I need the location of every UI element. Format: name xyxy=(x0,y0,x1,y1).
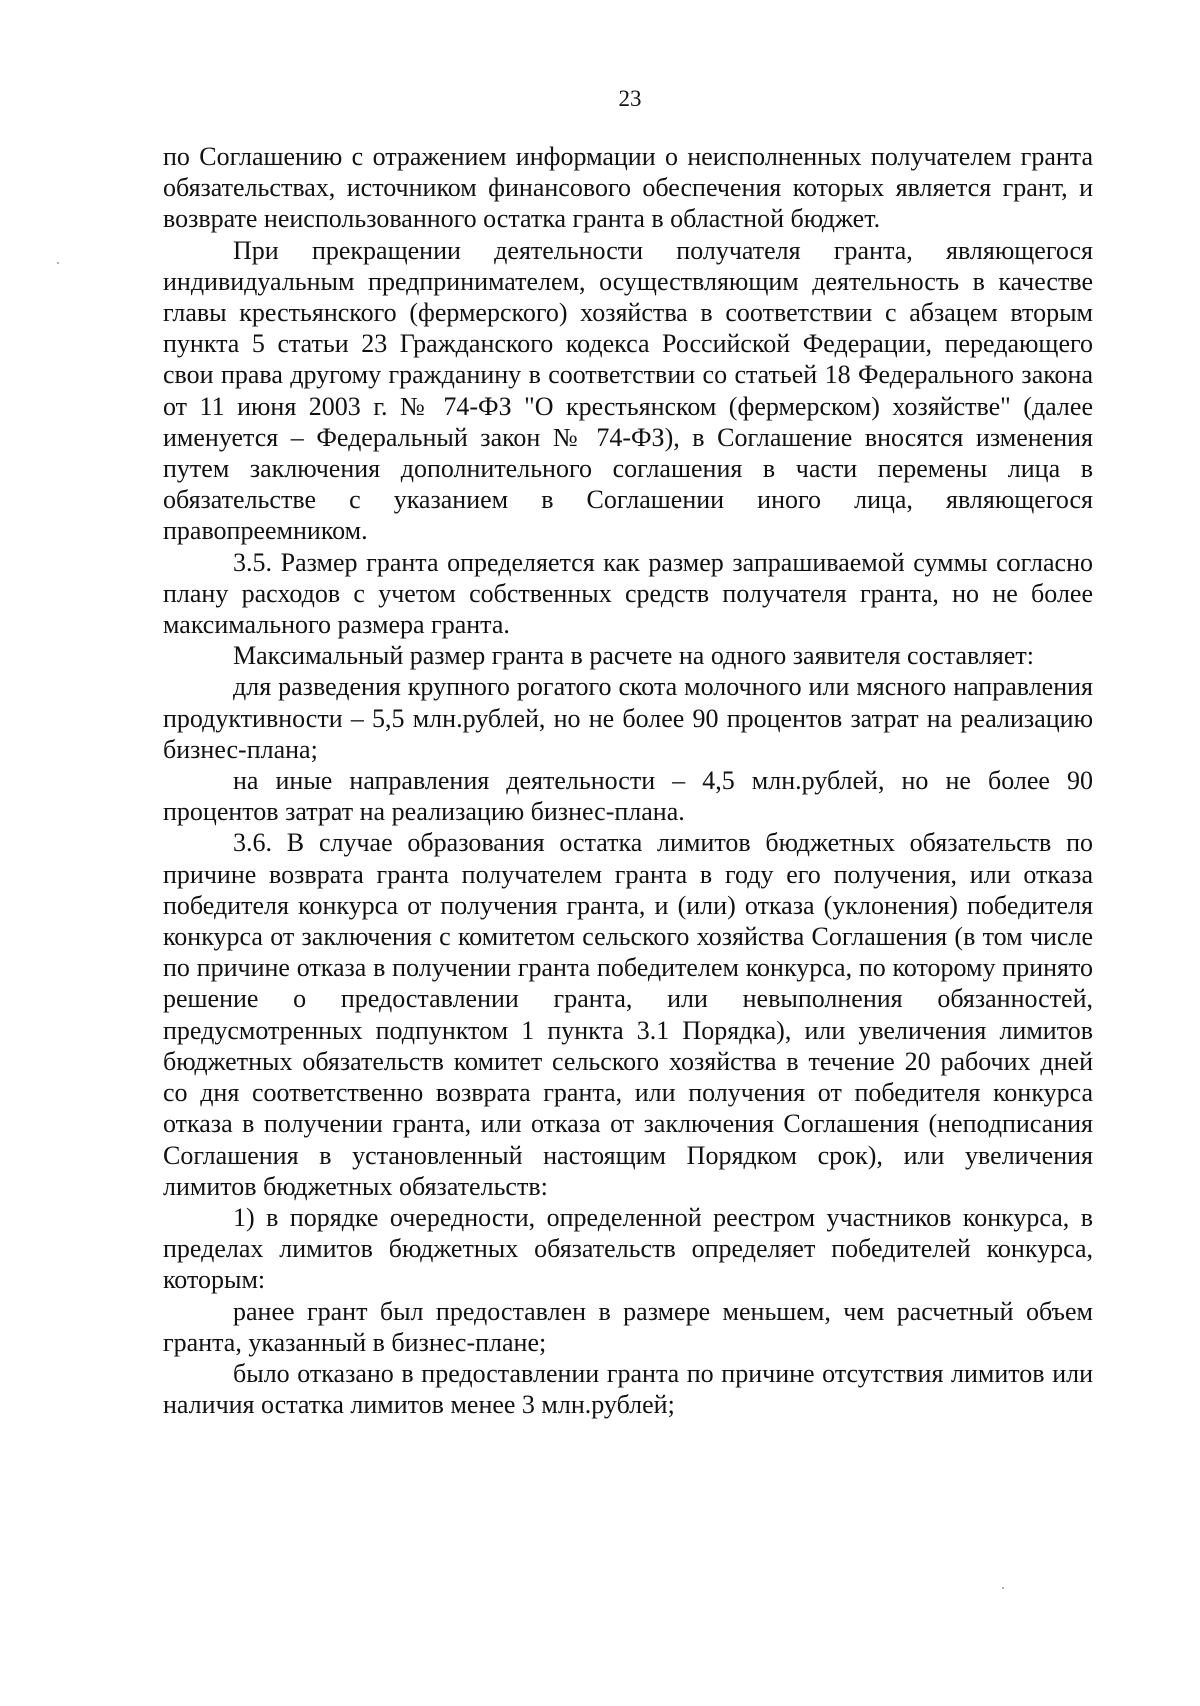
paragraph-3-6-budget-remainder: 3.6. В случае образования остатка лимитов бюджетных обязательств по причине возврата гранта получателем гранта в году его получения, или отказа победителя конкурса от получения гранта, и (или) отказа (уклонения) победителя конкурса от заключения с комитетом сельского хозяйства Соглашения (в том числе по причине отказа в получении гранта победителем конкурса, по которому принято решение о предоставлении гранта, или невыполнения обязанностей, предусмотренных подпунктом 1 пункта 3.1 Порядка), или увеличения лимитов бюджетных обязательств комитет сельского хозяйства в течение 20 рабочих дней со дня соответственно возврата гранта, или получения от победителя конкурса отказа в получении гранта, или отказа от заключения Соглашения (неподписания Соглашения в установленный настоящим Порядком срок), или увеличения лимитов бюджетных обязательств: xyxy=(163,828,1093,1201)
scan-speck xyxy=(1002,1587,1004,1589)
paragraph-other-activities: на иные направления деятельности – 4,5 млн.рублей, но не более 90 процентов затрат на реализацию бизнес-плана. xyxy=(163,766,1093,827)
paragraph-cattle-breeding: для разведения крупного рогатого скота молочного или мясного направления продуктивности – 5,5 млн.рублей, но не более 90 процентов затрат на реализацию бизнес-плана; xyxy=(163,672,1093,764)
paragraph-3-5-grant-size: 3.5. Размер гранта определяется как размер запрашиваемой суммы согласно плану расходов с учетом собственных средств получателя гранта, но не более максимального размера гранта. xyxy=(163,547,1093,640)
paragraph-agreement-report: по Соглашению с отражением информации о неисполненных получателем гранта обязательствах, источником финансового обеспечения которых является грант, и возврате неиспользованного остатка гранта в областной бюджет. xyxy=(163,142,1093,234)
paragraph-termination-activity: При прекращении деятельности получателя гранта, являющегося индивидуальным предпринимателем, осуществляющим деятельность в качестве главы крестьянского (фермерского) хозяйства в соответствии с абзацем вторым пункта 5 статьи 23 Гражданского кодекса Российской Федерации, передающего свои права другому гражданину в соответствии со статьей 18 Федерального закона от 11 июня 2003 г. № 74-ФЗ "О крестьянском (фермерском) хозяйстве" (далее именуется – Федеральный закон № 74-ФЗ), в Соглашение вносятся изменения путем заключения дополнительного соглашения в части перемены лица в обязательстве с указанием в Соглашении иного лица, являющегося правопреемником. xyxy=(163,235,1093,546)
scan-speck xyxy=(57,262,59,264)
paragraph-grant-refused-limits: было отказано в предоставлении гранта по причине отсутствия лимитов или наличия остатка лимитов менее 3 млн.рублей; xyxy=(163,1358,1093,1420)
paragraph-item-1-queue-order: 1) в порядке очередности, определенной реестром участников конкурса, в пределах лимитов бюджетных обязательств определяет победителей конкурса, которым: xyxy=(163,1202,1093,1295)
paragraph-max-grant-size: Максимальный размер гранта в расчете на одного заявителя составляет: xyxy=(233,641,1034,671)
page-number: 23 xyxy=(618,86,642,111)
paragraph-grant-smaller-amount: ранее грант был предоставлен в размере меньшем, чем расчетный объем гранта, указанный в бизнес-плане; xyxy=(163,1296,1093,1357)
document-body xyxy=(163,141,1093,1420)
